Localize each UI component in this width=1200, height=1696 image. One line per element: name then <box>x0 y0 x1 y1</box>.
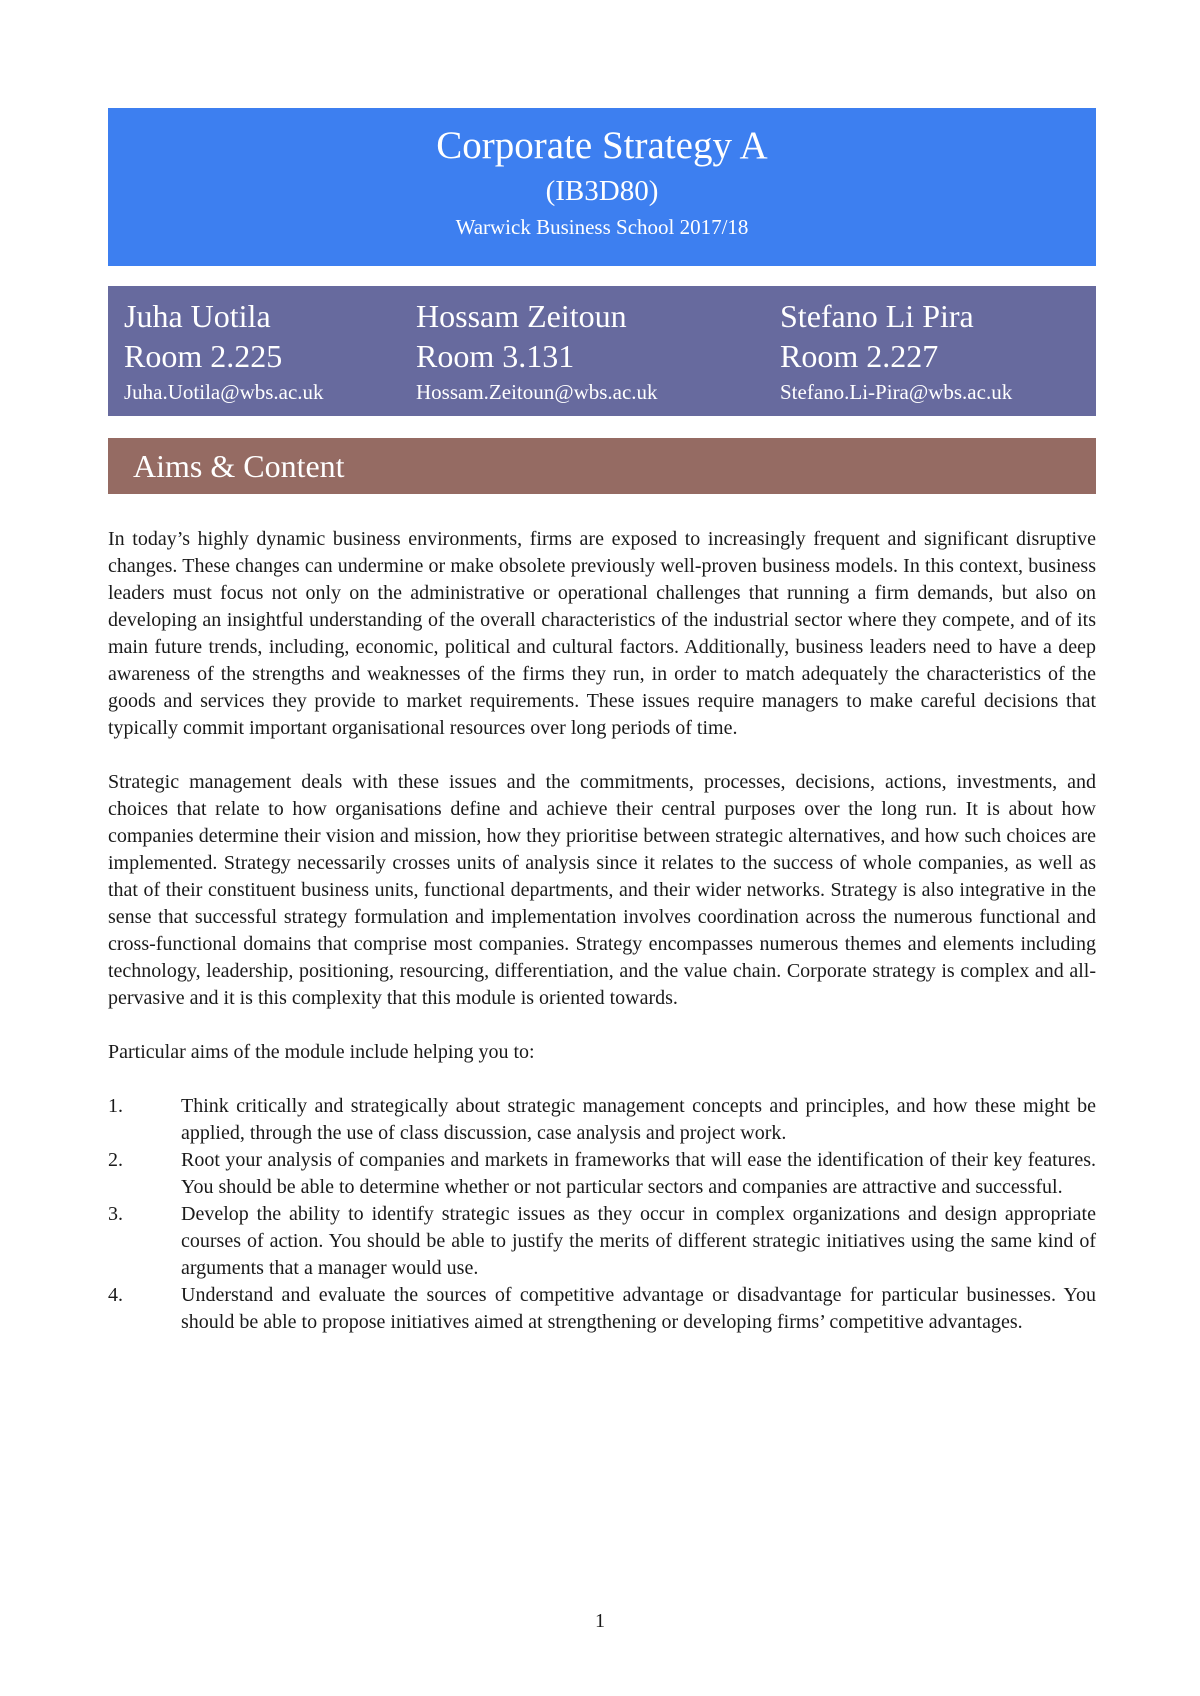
staff-name: Hossam Zeitoun <box>416 298 627 334</box>
list-item <box>108 1147 1096 1201</box>
staff-card <box>416 296 658 408</box>
list-number: 4. <box>108 1284 123 1306</box>
list-text: Develop the ability to identify strategic issues as they occur in complex organizations and design appropriate courses of action. You should be able to justify the merits of different strategic initiatives using the same kind of arguments that a manager would use. <box>181 1203 1096 1279</box>
staff-email: Juha.Uotila@wbs.ac.uk <box>124 380 324 404</box>
list-text: Think critically and strategically about strategic management concepts and principles, and how these might be applied, through the use of class discussion, case analysis and project work. <box>181 1095 1096 1144</box>
school-year: Warwick Business School 2017/18 <box>455 215 749 239</box>
document-page <box>108 108 1096 1336</box>
staff-room: Room 2.227 <box>780 338 939 374</box>
aims-list <box>108 1093 1096 1336</box>
list-number: 2. <box>108 1149 123 1171</box>
staff-room: Room 2.225 <box>124 338 283 374</box>
list-item <box>108 1282 1096 1336</box>
staff-card <box>780 296 1012 408</box>
page-number: 1 <box>595 1610 605 1632</box>
section-heading: Aims & Content <box>108 438 1096 494</box>
list-number: 3. <box>108 1203 123 1225</box>
list-text: Understand and evaluate the sources of competitive advantage or disadvantage for particular businesses. You should be able to propose initiatives aimed at strengthening or developing firms’ competitive advantages. <box>181 1284 1096 1333</box>
body-paragraph: Strategic management deals with these issues and the commitments, processes, decisions, actions, investments, and choices that relate to how organisations define and achieve their central purposes over the long run. It is about how companies determine their vision and mission, how they prioritise between strategic alternatives, and how such choices are implemented. Strategy necessarily crosses units of analysis since it relates to the success of whole companies, as well as that of their constituent business units, functional departments, and their wider networks. Strategy is also integrative in the sense that successful strategy formulation and implementation involves coordination across the numerous functional and cross-functional domains that comprise most companies. Strategy encompasses numerous themes and elements including technology, leadership, positioning, resourcing, differentiation, and the value chain. Corporate strategy is complex and all-pervasive and it is this complexity that this module is oriented towards. <box>108 771 1096 1009</box>
staff-banner <box>108 286 1096 416</box>
title-banner <box>108 108 1096 266</box>
module-title: Corporate Strategy A <box>436 124 768 167</box>
list-item <box>108 1093 1096 1147</box>
staff-room: Room 3.131 <box>416 338 575 374</box>
staff-name: Juha Uotila <box>124 298 271 334</box>
list-text: Root your analysis of companies and markets in frameworks that will ease the identification of their key features. You should be able to determine whether or not particular sectors and companies are attractive and successful. <box>181 1149 1096 1198</box>
list-item <box>108 1201 1096 1282</box>
staff-card <box>124 296 324 408</box>
staff-email: Stefano.Li-Pira@wbs.ac.uk <box>780 380 1013 404</box>
staff-name: Stefano Li Pira <box>780 298 974 334</box>
body-paragraph: Particular aims of the module include helping you to: <box>108 1041 535 1063</box>
module-code: (IB3D80) <box>545 175 659 207</box>
list-number: 1. <box>108 1095 123 1117</box>
body-paragraph: In today’s highly dynamic business environments, firms are exposed to increasingly frequent and significant disruptive changes. These changes can undermine or make obsolete previously well-proven business models. In this context, business leaders must focus not only on the administrative or operational challenges that running a firm demands, but also on developing an insightful understanding of the overall characteristics of the industrial sector where they compete, and of its main future trends, including, economic, political and cultural factors. Additionally, business leaders need to have a deep awareness of the strengths and weaknesses of the firms they run, in order to match adequately the characteristics of the goods and services they provide to market requirements. These issues require managers to make careful decisions that typically commit important organisational resources over long periods of time. <box>108 528 1096 739</box>
staff-email: Hossam.Zeitoun@wbs.ac.uk <box>416 380 658 404</box>
section-body <box>108 526 1096 1336</box>
